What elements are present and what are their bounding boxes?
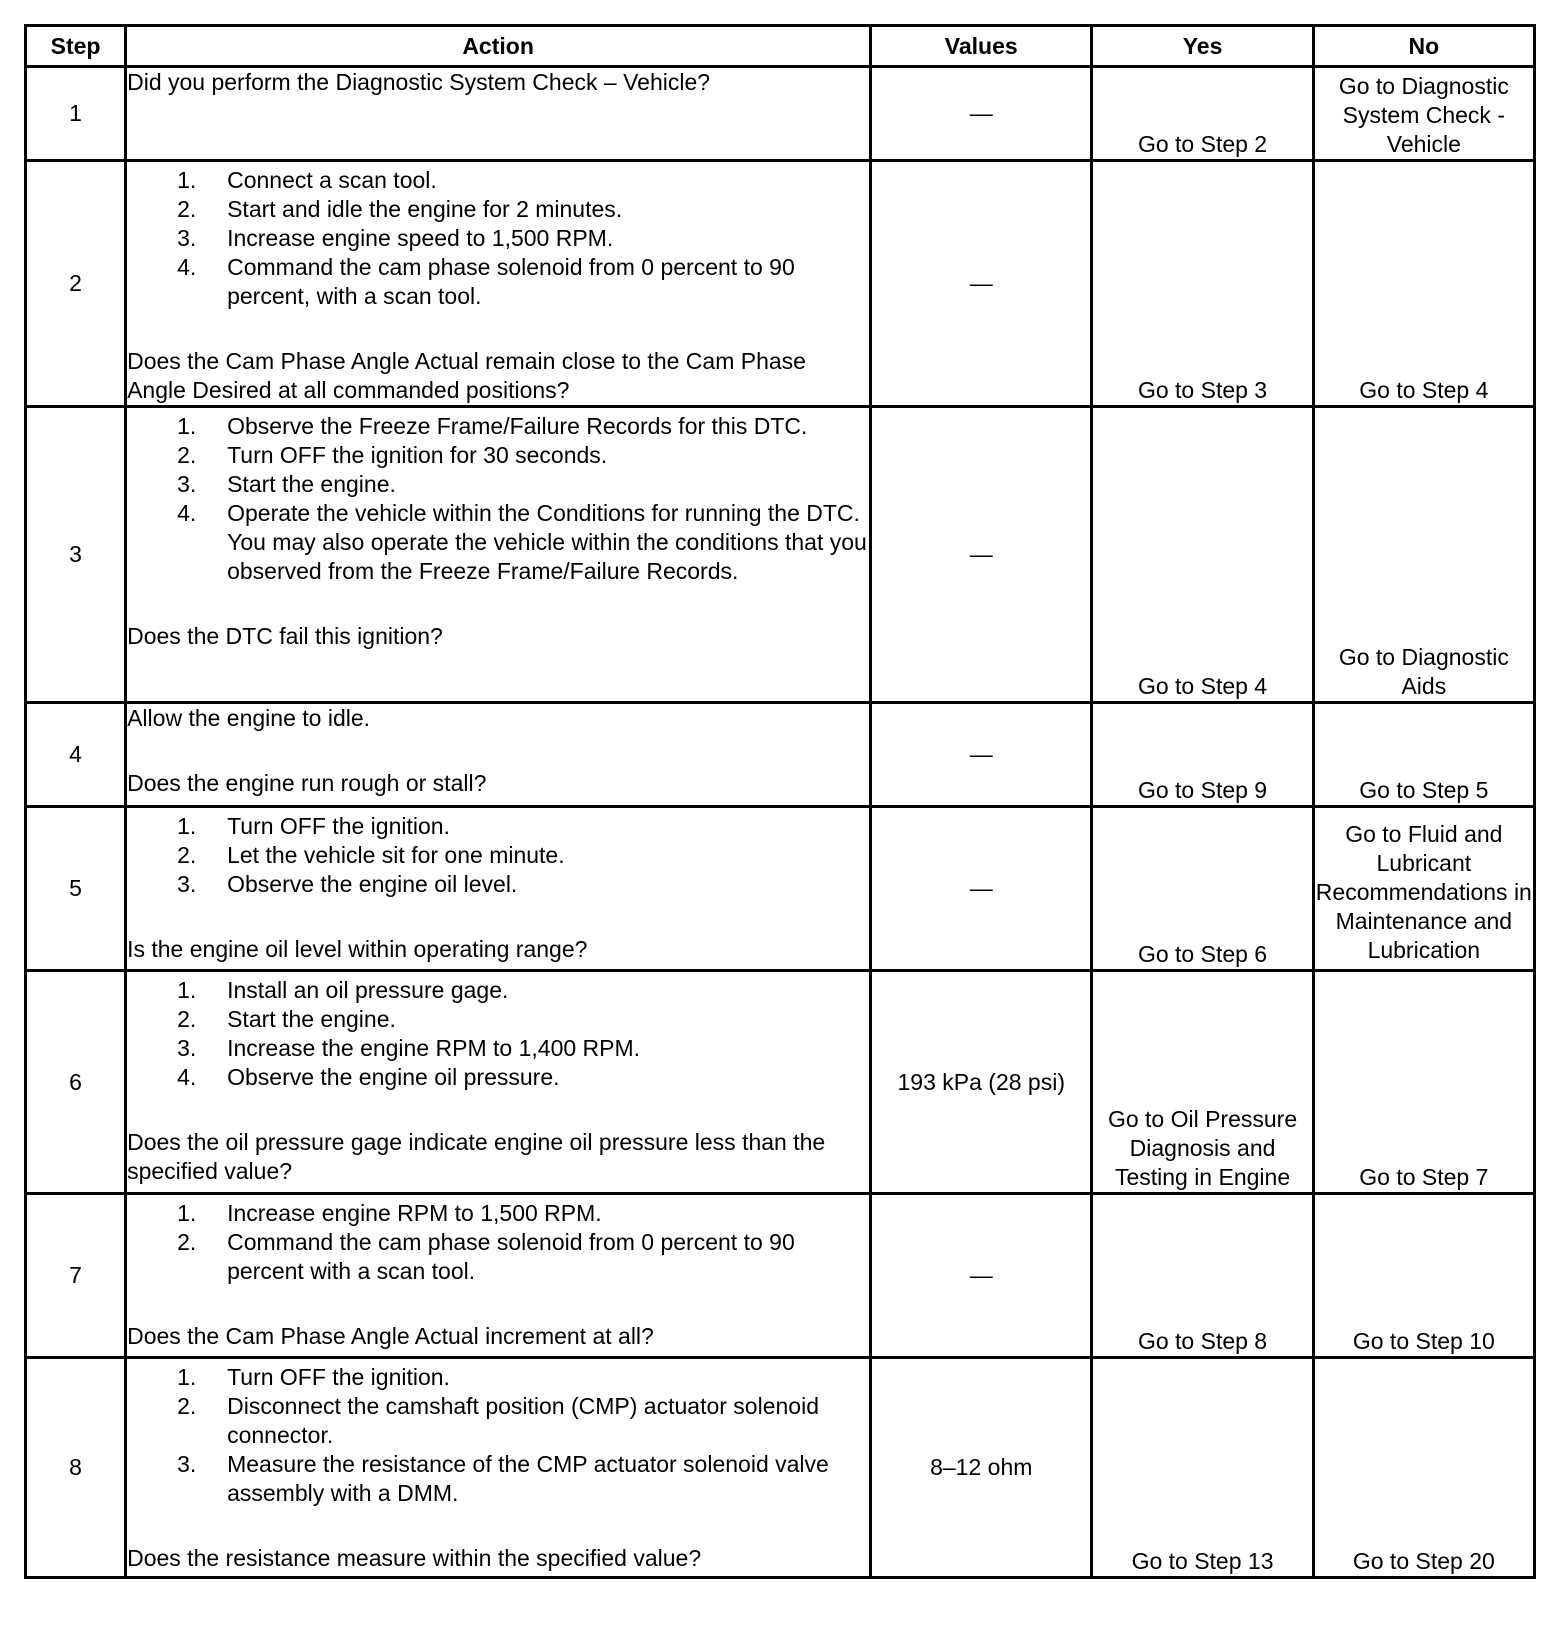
no-cell: Go to Step 20 <box>1313 1358 1534 1578</box>
action-step: Start and idle the engine for 2 minutes. <box>227 196 623 222</box>
value-cell: — <box>871 407 1092 703</box>
value-cell: — <box>871 67 1092 161</box>
step-number: 5 <box>26 807 126 971</box>
action-question: Does the Cam Phase Angle Actual remain close to the Cam Phase Angle Desired at all commanded positions? <box>127 348 806 403</box>
no-cell: Go to Step 5 <box>1313 703 1534 807</box>
value-cell: — <box>871 807 1092 971</box>
no-cell: Go to Diagnostic System Check - Vehicle <box>1313 67 1534 161</box>
action-step: Observe the Freeze Frame/Failure Records for this DTC. <box>227 413 808 439</box>
header-yes: Yes <box>1092 26 1313 67</box>
action-cell <box>126 1358 871 1578</box>
action-steps <box>127 412 869 586</box>
step-number: 8 <box>26 1358 126 1578</box>
action-cell <box>126 1194 871 1358</box>
yes-cell: Go to Step 13 <box>1092 1358 1313 1578</box>
table-row <box>26 1194 1535 1358</box>
action-question: Does the DTC fail this ignition? <box>127 623 443 649</box>
action-question: Did you perform the Diagnostic System Check – Vehicle? <box>127 69 711 95</box>
action-step: Let the vehicle sit for one minute. <box>227 842 565 868</box>
action-question: Does the Cam Phase Angle Actual increment at all? <box>127 1323 654 1349</box>
action-cell <box>126 67 871 161</box>
action-steps <box>127 1199 869 1286</box>
header-row <box>26 26 1535 67</box>
header-action: Action <box>126 26 871 67</box>
step-number: 6 <box>26 971 126 1194</box>
action-step: Turn OFF the ignition for 30 seconds. <box>227 442 608 468</box>
action-steps <box>127 976 869 1092</box>
header-values: Values <box>871 26 1092 67</box>
step-number: 3 <box>26 407 126 703</box>
step-number: 1 <box>26 67 126 161</box>
action-step: Command the cam phase solenoid from 0 percent to 90 percent, with a scan tool. <box>227 254 795 309</box>
action-step: Measure the resistance of the CMP actuator solenoid valve assembly with a DMM. <box>227 1451 829 1506</box>
no-cell: Go to Fluid and Lubricant Recommendations in Maintenance and Lubrication <box>1313 807 1534 971</box>
action-question: Does the engine run rough or stall? <box>127 770 487 796</box>
header-step: Step <box>26 26 126 67</box>
yes-cell: Go to Step 9 <box>1092 703 1313 807</box>
action-cell <box>126 161 871 407</box>
action-step: Observe the engine oil level. <box>227 871 518 897</box>
action-step: Install an oil pressure gage. <box>227 977 509 1003</box>
header-no: No <box>1313 26 1534 67</box>
action-step: Command the cam phase solenoid from 0 percent to 90 percent with a scan tool. <box>227 1229 795 1284</box>
action-step: Start the engine. <box>227 1006 396 1032</box>
yes-cell: Go to Step 6 <box>1092 807 1313 971</box>
action-cell <box>126 407 871 703</box>
action-step: Increase engine speed to 1,500 RPM. <box>227 225 614 251</box>
action-steps <box>127 166 869 311</box>
action-step: Disconnect the camshaft position (CMP) actuator solenoid connector. <box>227 1393 819 1448</box>
action-cell <box>126 807 871 971</box>
action-steps <box>127 1363 869 1508</box>
table-row <box>26 703 1535 807</box>
table-row <box>26 807 1535 971</box>
no-cell: Go to Step 7 <box>1313 971 1534 1194</box>
action-question: Is the engine oil level within operating range? <box>127 936 588 962</box>
action-question: Does the oil pressure gage indicate engine oil pressure less than the specified value? <box>127 1129 826 1184</box>
no-cell: Go to Step 4 <box>1313 161 1534 407</box>
table-row <box>26 161 1535 407</box>
step-number: 4 <box>26 703 126 807</box>
action-step: Increase engine RPM to 1,500 RPM. <box>227 1200 602 1226</box>
action-cell <box>126 971 871 1194</box>
yes-cell: Go to Oil Pressure Diagnosis and Testing in Engine <box>1092 971 1313 1194</box>
value-cell: — <box>871 161 1092 407</box>
action-step: Operate the vehicle within the Conditions for running the DTC. You may also operate the vehicle within the conditions that you observed from the Freeze Frame/Failure Records. <box>227 500 867 584</box>
action-cell <box>126 703 871 807</box>
step-number: 2 <box>26 161 126 407</box>
yes-cell: Go to Step 8 <box>1092 1194 1313 1358</box>
action-step: Turn OFF the ignition. <box>227 1364 450 1390</box>
action-step: Start the engine. <box>227 471 396 497</box>
action-question: Does the resistance measure within the specified value? <box>127 1545 702 1571</box>
action-intro: Allow the engine to idle. <box>127 705 371 731</box>
yes-cell: Go to Step 2 <box>1092 67 1313 161</box>
yes-cell: Go to Step 4 <box>1092 407 1313 703</box>
table-row <box>26 971 1535 1194</box>
table-row <box>26 67 1535 161</box>
value-cell: — <box>871 703 1092 807</box>
yes-cell: Go to Step 3 <box>1092 161 1313 407</box>
action-step: Increase the engine RPM to 1,400 RPM. <box>227 1035 641 1061</box>
value-cell: 193 kPa (28 psi) <box>871 971 1092 1194</box>
action-step: Observe the engine oil pressure. <box>227 1064 560 1090</box>
step-number: 7 <box>26 1194 126 1358</box>
action-step: Turn OFF the ignition. <box>227 813 450 839</box>
no-cell: Go to Diagnostic Aids <box>1313 407 1534 703</box>
table-row <box>26 1358 1535 1578</box>
diagnostic-table <box>24 24 1536 1579</box>
action-step: Connect a scan tool. <box>227 167 437 193</box>
no-cell: Go to Step 10 <box>1313 1194 1534 1358</box>
action-steps <box>127 812 869 899</box>
table-row <box>26 407 1535 703</box>
value-cell: — <box>871 1194 1092 1358</box>
value-cell: 8–12 ohm <box>871 1358 1092 1578</box>
